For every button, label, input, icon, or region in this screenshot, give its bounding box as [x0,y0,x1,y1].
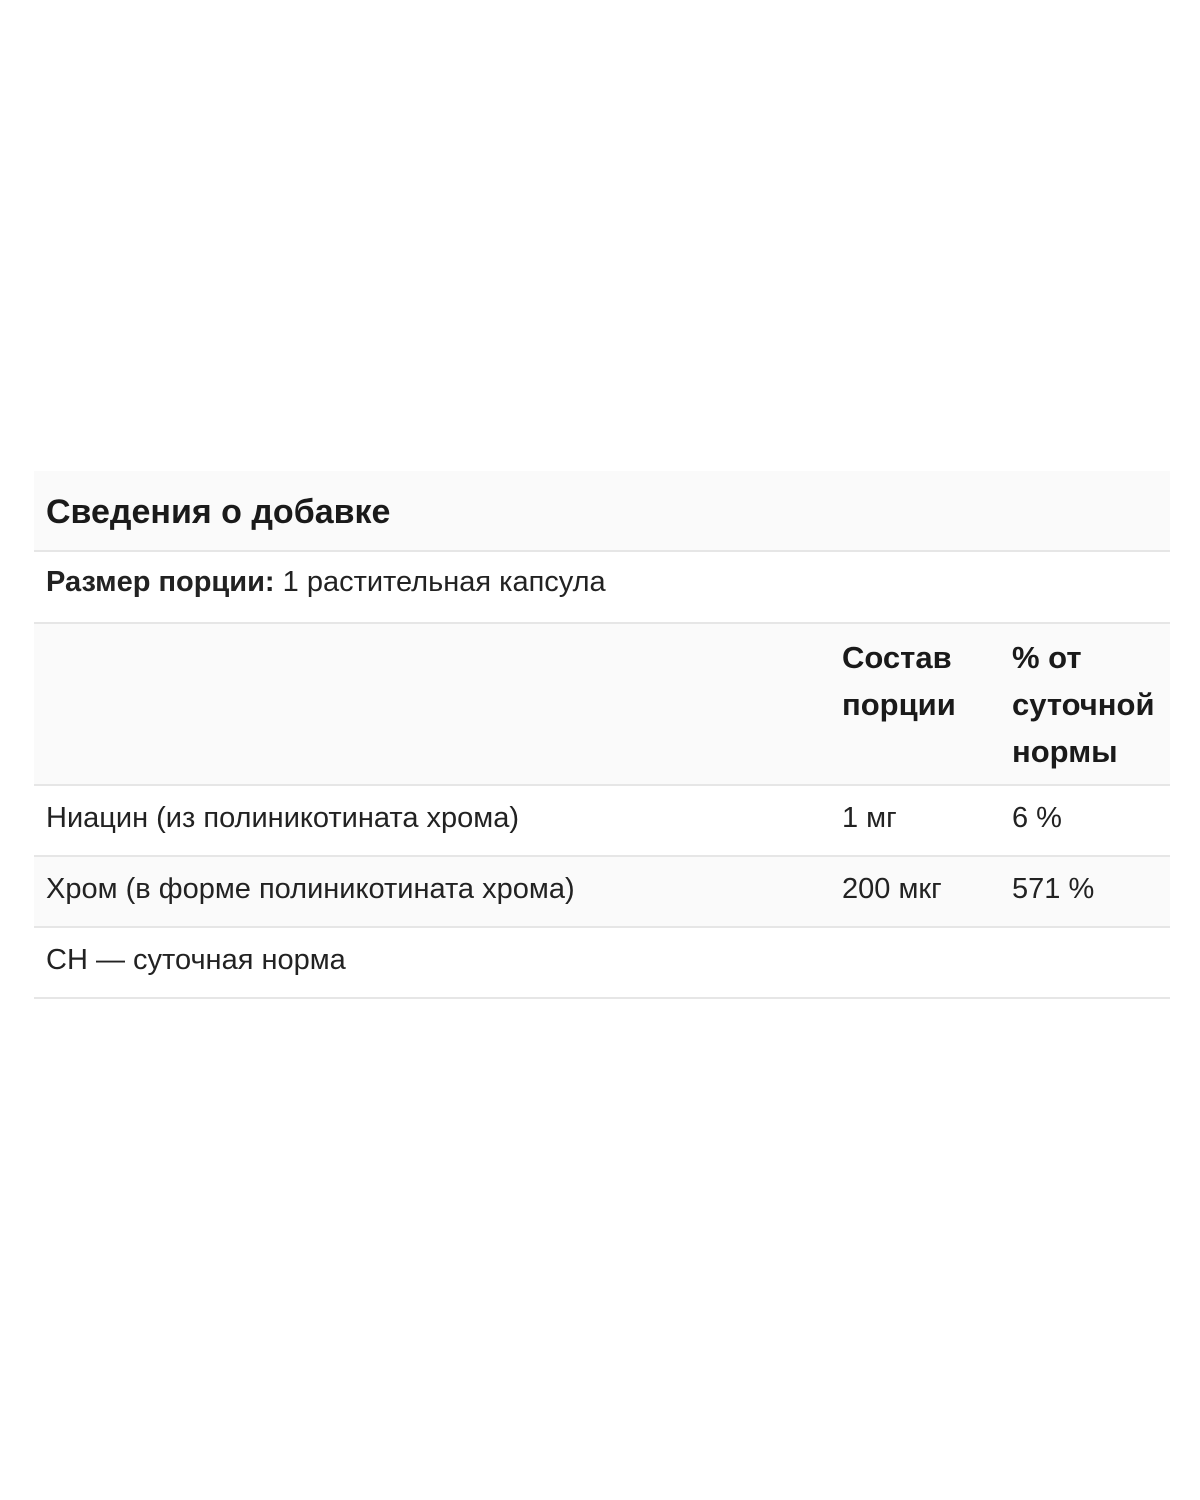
column-header-dv-line3: нормы [1012,734,1118,769]
nutrient-name: Ниацин (из полиникотината хрома) [46,802,520,834]
nutrient-daily-value: 571 % [1012,873,1095,905]
serving-size-label: Размер порции: [46,566,275,598]
column-header-row [34,624,1170,786]
column-header-dv-line2: суточной [1012,687,1155,722]
nutrient-amount: 1 мг [842,802,897,834]
footnote-row [34,928,1170,999]
column-header-daily-value [1012,634,1170,775]
panel-title: Сведения о добавке [34,471,1170,552]
supplement-facts-panel [34,471,1170,999]
nutrient-daily-value: 6 % [1012,802,1062,834]
serving-size-value: 1 растительная капсула [274,566,606,598]
nutrient-amount: 200 мкг [842,873,942,905]
column-header-amount-line1: Состав [842,640,952,675]
column-header-dv-line1: % от [1012,640,1082,675]
column-header-amount-line2: порции [842,687,956,722]
column-header-amount [842,634,1002,728]
table-row [34,786,1170,857]
nutrient-name: Хром (в форме полиникотината хрома) [46,873,575,905]
table-row [34,857,1170,928]
serving-size-row [34,552,1170,624]
footnote-text: СН — суточная норма [46,944,346,976]
